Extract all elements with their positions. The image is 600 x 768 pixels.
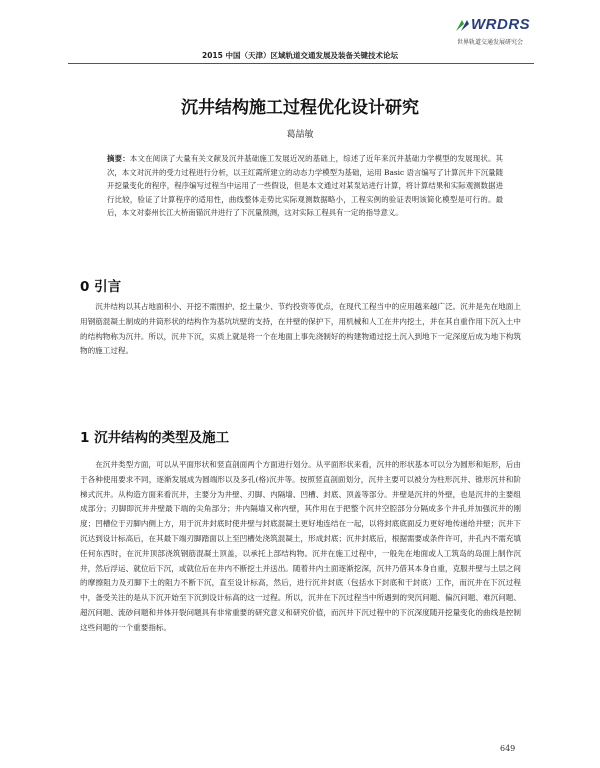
abstract-label: 摘要： [107, 154, 130, 163]
page-number: 649 [500, 744, 516, 753]
logo-subtitle: 世界轨道交通发展研究会 [457, 39, 524, 46]
abstract [107, 152, 503, 220]
abstract-text: 本文在阅读了大量有关文献及沉井基础施工发展近况的基础上，综述了近年来沉井基础力学模型的发展现状。其次，本文对沉井的受力过程进行分析，以王红霞所建立的动态力学模型为基础，运用 Basic 语言编写了计算沉井下沉量随开挖量变化的程序，程序编写过程当中运用了一些假设，但是本文通过对某泵站进行计算，将计算结果和实际观测数据进行比较，验证了计算程序的适用性，曲线整体走势比实际观测数据略小，工程实例的验证表明该简化模型是可行的。最后，本文对泰州长江大桥南锚沉井进行了下沉量预测，这对实际工程具有一定的指导意义。 [107, 154, 503, 218]
section-1-paragraph: 在沉井类型方面，可以从平面形状和竖直剖面两个方面进行划分。从平面形状来看，沉井的形状基本可以分为圆形和矩形，后由于各种使用要求不同，逐渐发展成为圆端形以及多孔(格)沉井等。按照竖直剖面划分，沉井主要可以被分为柱形沉井、锥形沉井和阶梯式沉井。从构造方面来看沉井，主要分为井壁、刃脚、内隔墙、凹槽、封底、顶盖等部分。井壁是沉井的外壁，也是沉井的主要组成部分；刃脚即沉井井壁最下端的尖角部分；井内隔墙又称内壁，其作用在于把整个沉井空腔部分分隔成多个井孔并加强沉井的刚度；凹槽位于刃脚内侧上方，用于沉井封底时使井壁与封底混凝土更好地连结在一起，以将封底底面反力更好地传递给井壁；沉井下沉达到设计标高后，在其最下端刃脚踏面以上至凹槽处浇筑混凝土，形成封底；沉井封底后，根据需要或条件许可，井孔内不需充填任何东西时，在沉井顶部浇筑钢筋混凝土顶盖，以承托上部结构物。沉井在施工过程中，一般先在地面或人工筑岛的岛面上制作沉井，然后浮运、就位后下沉，或就位后在井内不断挖土并送出。随着井内土面逐渐挖深，沉井乃借其本身自重，克服井壁与土层之间的摩擦阻力及刃脚下土的阻力不断下沉，直至设计标高，然后，进行沉井封底（包括水下封底和干封底）工作，而沉井在下沉过程中，备受关注的是从下沉开始至下沉到设计标高的这一过程。所以，沉井在下沉过程当中所遇到的突沉问题、偏沉问题、难沉问题、超沉问题、流砂问题和井体开裂问题具有非常重要的研究意义和研究价值，而沉井下沉过程中的下沉深度随开挖量变化的曲线是控制这些问题的一个重要指标。 [80, 460, 521, 632]
section-0-heading: 0 引言 [80, 279, 122, 295]
paper-title: 沉井结构施工过程优化设计研究 [181, 98, 419, 118]
conference-header: 2015 中国（天津）区域轨道交通发展及装备关键技术论坛 [202, 51, 398, 60]
wrdrs-logo [455, 14, 567, 50]
section-0-paragraph: 沉井结构以其占地面积小、开挖不需围护、挖土量少、节约投资等优点，在现代工程当中的应用越来越广泛。沉井是先在地面上用钢筋混凝土制成的井筒形状的结构作为基坑坑壁的支持，在井壁的保护下，用机械和人工在井内挖土，并在其自重作用下沉入土中的结构物称为沉井。所以，沉井下沉，实质上就是将一个在地面上事先浇制好的构建物通过挖土沉入到地下一定深度后成为地下构筑物的施工过程。 [80, 302, 521, 356]
logo-brand: WRDRS [471, 16, 531, 33]
logo-mark-icon [455, 18, 471, 32]
section-1-heading: 1 沉井结构的类型及施工 [80, 430, 230, 446]
paper-author: 葛喆敏 [286, 130, 314, 140]
header-divider [68, 63, 534, 64]
